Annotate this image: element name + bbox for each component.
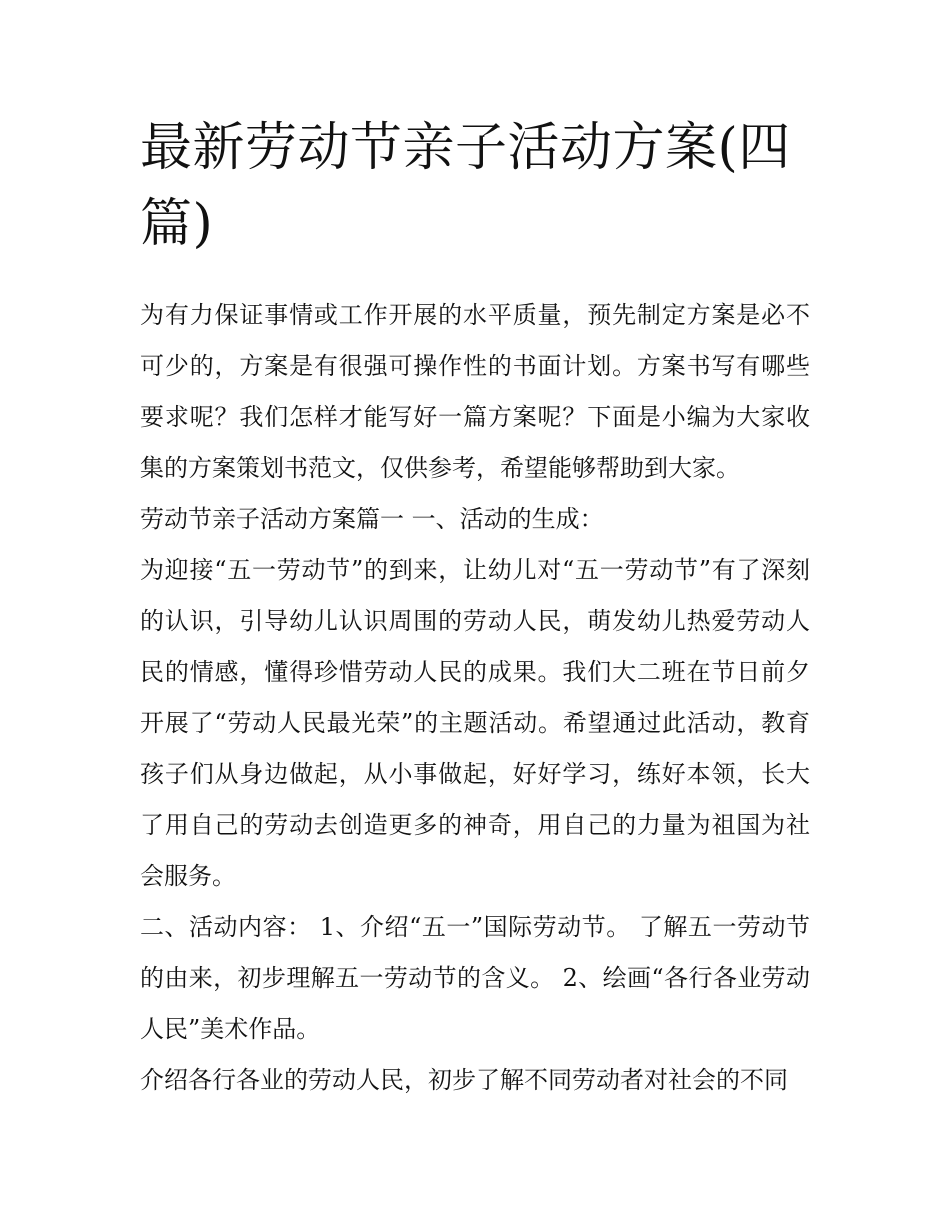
document-content <box>140 110 810 1106</box>
document-title: 最新劳动节亲子活动方案(四篇) <box>140 118 791 254</box>
intro-paragraph: 为有力保证事情或工作开展的水平质量，预先制定方案是必不可少的，方案是有很强可操作性的书面计划。方案书写有哪些要求呢？我们怎样才能写好一篇方案呢？下面是小编为大家收集的方案策划书范文，仅供参考，希望能够帮助到大家。 <box>140 301 810 482</box>
workers-intro-paragraph: 介绍各行各业的劳动人民，初步了解不同劳动者对社会的不同 <box>140 1066 788 1094</box>
activity-background-paragraph: 为迎接“五一劳动节”的到来，让幼儿对“五一劳动节”有了深刻的认识，引导幼儿认识周围的劳动人民，萌发幼儿热爱劳动人民的情感，懂得珍惜劳动人民的成果。我们大二班在节日前夕开展了“劳动人民最光荣”的主题活动。希望通过此活动，教育孩子们从身边做起，从小事做起，好好学习，练好本领，长大了用自己的劳动去创造更多的神奇，用自己的力量为祖国为社会服务。 <box>140 556 810 890</box>
activity-content-paragraph: 二、活动内容： 1、介绍“五一”国际劳动节。 了解五一劳动节的由来，初步理解五一劳动节的含义。 2、绘画“各行各业劳动人民”美术作品。 <box>140 913 810 1043</box>
section-heading-paragraph: 劳动节亲子活动方案篇一 一、活动的生成： <box>140 505 604 533</box>
